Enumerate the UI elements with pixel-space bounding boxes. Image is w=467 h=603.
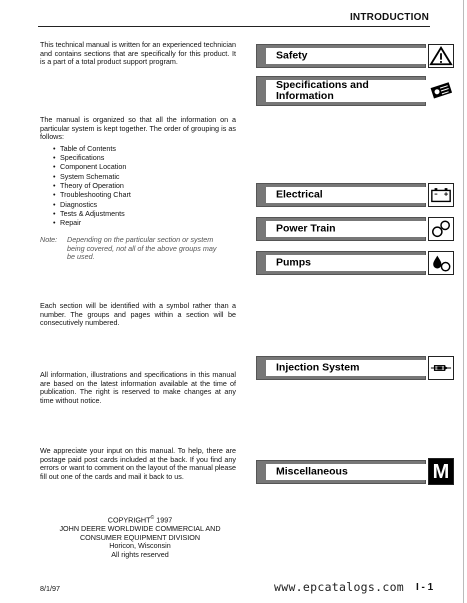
copyright-block xyxy=(40,514,240,559)
footer-date: 8/1/97 xyxy=(40,584,60,593)
note-line: being covered, not all of the above groups may xyxy=(67,243,217,253)
page-title: INTRODUCTION xyxy=(349,12,429,23)
list-item: • System Schematic xyxy=(60,172,236,181)
copyright-mark: © xyxy=(150,515,155,521)
footer-watermark-url: www.epcatalogs.com xyxy=(274,580,405,594)
copyright-year: 1997 xyxy=(156,515,173,525)
section-tab-miscellaneous[interactable] xyxy=(256,460,426,484)
list-item: • Table of Contents xyxy=(60,144,236,153)
copyright-line: CONSUMER EQUIPMENT DIVISION xyxy=(79,532,201,542)
copyright-line: All rights reserved xyxy=(111,549,169,559)
section-tab-electrical[interactable] xyxy=(256,183,426,207)
section-label: Specifications and Information xyxy=(276,79,369,102)
list-item: • Component Location xyxy=(60,162,236,171)
list-item: • Repair xyxy=(60,218,236,227)
section-label: Miscellaneous xyxy=(276,465,348,478)
section-label: Injection System xyxy=(276,361,360,374)
droplet-gear-icon xyxy=(428,251,454,275)
gauge-card-icon xyxy=(428,79,454,103)
note-line: be used. xyxy=(67,252,95,262)
page-number: I - 1 xyxy=(416,582,434,593)
input-paragraph: We appreciate your input on this manual. To help, there are postage paid post cards included at the back. If you find any errors or want to comment on the layout of the manual please fill out one of the cards and mail it back to us. xyxy=(40,446,236,481)
section-tab-specifications[interactable] xyxy=(256,76,426,106)
info-paragraph: All information, illustrations and specifications in this manual are based on the latest information available at the time of publication. The right is reserved to make changes at any time without notice. xyxy=(40,370,236,405)
page-edge xyxy=(463,0,464,603)
section-tab-power-train[interactable] xyxy=(256,217,426,241)
gears-icon xyxy=(428,217,454,241)
organization-paragraph: The manual is organized so that all the information on a particular system is kept together. The order of grouping is as follows: xyxy=(40,115,236,142)
symbol-paragraph: Each section will be identified with a symbol rather than a number. The groups and pages within a section will be consecutively numbered. xyxy=(40,301,236,328)
warning-triangle-icon xyxy=(428,44,454,68)
grouping-list xyxy=(40,144,236,228)
section-label: Safety xyxy=(276,49,308,62)
copyright-line: JOHN DEERE WORLDWIDE COMMERCIAL AND xyxy=(59,523,221,533)
note-line: Depending on the particular section or system xyxy=(67,235,214,244)
injector-icon xyxy=(428,356,454,380)
letter-m-icon: M xyxy=(428,458,454,485)
list-item: • Troubleshooting Chart xyxy=(60,190,236,199)
list-item: • Theory of Operation xyxy=(60,181,236,190)
list-item: • Tests & Adjustments xyxy=(60,209,236,218)
list-item: • Specifications xyxy=(60,153,236,162)
organization-block xyxy=(40,116,236,227)
note xyxy=(40,236,240,262)
list-item: • Diagnostics xyxy=(60,200,236,209)
section-tab-pumps[interactable] xyxy=(256,251,426,275)
section-label: Power Train xyxy=(276,222,336,235)
section-tab-safety[interactable] xyxy=(256,44,426,68)
copyright-line: Horicon, Wisconsin xyxy=(109,541,171,551)
intro-paragraph: This technical manual is written for an experienced technician and contains sections that are specifically for this product. It is a part of a total product support program. xyxy=(40,40,236,67)
section-label: Electrical xyxy=(276,188,323,201)
battery-icon xyxy=(428,183,454,207)
section-tab-injection-system[interactable] xyxy=(256,356,426,380)
section-label: Pumps xyxy=(276,256,312,269)
copyright-label: COPYRIGHT xyxy=(107,515,151,525)
note-label: Note: xyxy=(40,235,58,244)
header-rule xyxy=(38,26,430,27)
